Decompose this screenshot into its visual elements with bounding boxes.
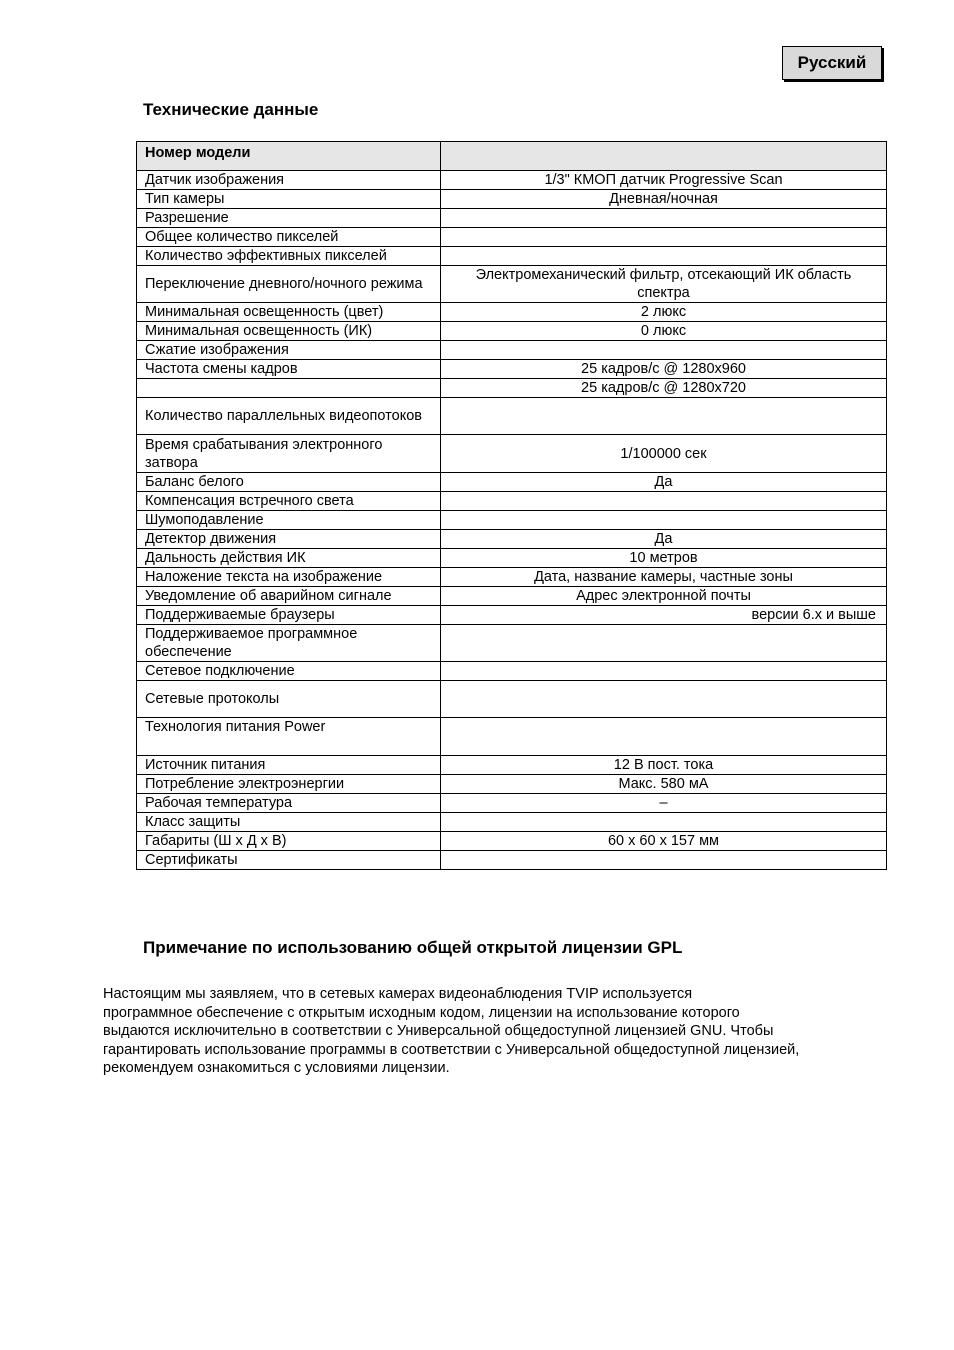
table-row — [137, 756, 887, 775]
row-value — [441, 511, 887, 530]
table-row — [137, 322, 887, 341]
gpl-line: выдаются исключительно в соответствии с Универсальной общедоступной лицензией GNU. Чтобы — [103, 1023, 774, 1039]
row-value: Дневная/ночная — [441, 190, 887, 209]
spec-section-title: Технические данные — [143, 100, 319, 119]
table-row — [137, 568, 887, 587]
row-label: Наложение текста на изображение — [137, 568, 441, 587]
row-label: Сертификаты — [137, 851, 441, 870]
row-value — [441, 851, 887, 870]
table-row — [137, 606, 887, 625]
gpl-line: Настоящим мы заявляем, что в сетевых камерах видеонаблюдения TVIP используется — [103, 986, 693, 1002]
row-label: Сжатие изображения — [137, 341, 441, 360]
row-value: 1/3" КМОП датчик Progressive Scan — [441, 171, 887, 190]
row-label: Потребление электроэнергии — [137, 775, 441, 794]
table-row — [137, 379, 887, 398]
gpl-section-title: Примечание по использованию общей открытой лицензии GPL — [143, 938, 683, 957]
row-value — [441, 718, 887, 756]
row-value: 25 кадров/с @ 1280x720 — [441, 379, 887, 398]
table-row — [137, 266, 887, 303]
table-row — [137, 473, 887, 492]
row-value: Дата, название камеры, частные зоны — [441, 568, 887, 587]
table-row — [137, 549, 887, 568]
row-value — [441, 247, 887, 266]
table-row — [137, 492, 887, 511]
table-row — [137, 718, 887, 756]
row-label: Количество эффективных пикселей — [137, 247, 441, 266]
spec-table — [136, 141, 887, 870]
row-value: Да — [441, 473, 887, 492]
row-value — [441, 228, 887, 247]
table-row — [137, 625, 887, 662]
gpl-line: программное обеспечение с открытым исходным кодом, лицензии на использование которого — [103, 1004, 740, 1021]
row-value: Макс. 580 мА — [441, 775, 887, 794]
row-value — [441, 625, 887, 662]
row-label: Дальность действия ИК — [137, 549, 441, 568]
row-label: Тип камеры — [137, 190, 441, 209]
row-value: Адрес электронной почты — [441, 587, 887, 606]
row-value — [441, 492, 887, 511]
row-value — [441, 209, 887, 228]
table-row — [137, 681, 887, 718]
row-label: Общее количество пикселей — [137, 228, 441, 247]
row-label: Количество параллельных видеопотоков — [137, 398, 441, 435]
language-badge: Русский — [782, 46, 882, 80]
table-row — [137, 341, 887, 360]
row-value: Электромеханический фильтр, отсекающий ИК область спектра — [441, 266, 887, 303]
row-label: Сетевое подключение — [137, 662, 441, 681]
row-value: 2 люкс — [441, 303, 887, 322]
row-value: 10 метров — [441, 549, 887, 568]
row-label: Габариты (Ш x Д x В) — [137, 832, 441, 851]
row-value: 25 кадров/с @ 1280x960 — [441, 360, 887, 379]
row-label: Шумоподавление — [137, 511, 441, 530]
row-value — [441, 681, 887, 718]
row-label: Детектор движения — [137, 530, 441, 549]
row-label: Поддерживаемое программное обеспечение — [137, 625, 441, 662]
row-value: 60 x 60 x 157 мм — [441, 832, 887, 851]
row-label: Минимальная освещенность (цвет) — [137, 303, 441, 322]
table-header-row — [137, 142, 887, 171]
row-value: – — [441, 794, 887, 813]
row-label: Компенсация встречного света — [137, 492, 441, 511]
table-row — [137, 511, 887, 530]
table-row — [137, 398, 887, 435]
row-label: Частота смены кадров — [137, 360, 441, 379]
table-row — [137, 228, 887, 247]
row-value — [441, 341, 887, 360]
row-label: Минимальная освещенность (ИК) — [137, 322, 441, 341]
gpl-paragraph — [103, 985, 893, 1078]
table-row — [137, 662, 887, 681]
table-row — [137, 775, 887, 794]
header-label: Номер модели — [137, 142, 441, 171]
row-label: Источник питания — [137, 756, 441, 775]
table-row — [137, 303, 887, 322]
table-row — [137, 813, 887, 832]
row-label: Баланс белого — [137, 473, 441, 492]
row-label: Переключение дневного/ночного режима — [137, 266, 441, 303]
row-value: версии 6.x и выше — [441, 606, 887, 625]
table-row — [137, 435, 887, 473]
row-value — [441, 813, 887, 832]
table-row — [137, 530, 887, 549]
table-row — [137, 794, 887, 813]
table-row — [137, 247, 887, 266]
row-value: 1/100000 сек — [441, 435, 887, 473]
row-label: Класс защиты — [137, 813, 441, 832]
table-row — [137, 851, 887, 870]
table-row — [137, 360, 887, 379]
table-row — [137, 209, 887, 228]
table-row — [137, 190, 887, 209]
row-label: Рабочая температура — [137, 794, 441, 813]
row-label: Поддерживаемые браузеры — [137, 606, 441, 625]
table-row — [137, 832, 887, 851]
row-label — [137, 379, 441, 398]
row-label: Технология питания Power — [137, 718, 441, 756]
row-value: 12 В пост. тока — [441, 756, 887, 775]
row-value: Да — [441, 530, 887, 549]
row-label: Сетевые протоколы — [137, 681, 441, 718]
row-label: Датчик изображения — [137, 171, 441, 190]
row-value — [441, 398, 887, 435]
header-value — [441, 142, 887, 171]
row-value: 0 люкс — [441, 322, 887, 341]
gpl-line: гарантировать использование программы в соответствии с Универсальной общедоступной лицензией, — [103, 1041, 800, 1058]
table-row — [137, 171, 887, 190]
gpl-line: рекомендуем ознакомиться с условиями лицензии. — [103, 1060, 450, 1076]
table-row — [137, 587, 887, 606]
row-label: Разрешение — [137, 209, 441, 228]
row-value — [441, 662, 887, 681]
row-label: Уведомление об аварийном сигнале — [137, 587, 441, 606]
row-label: Время срабатывания электронного затвора — [137, 435, 441, 473]
